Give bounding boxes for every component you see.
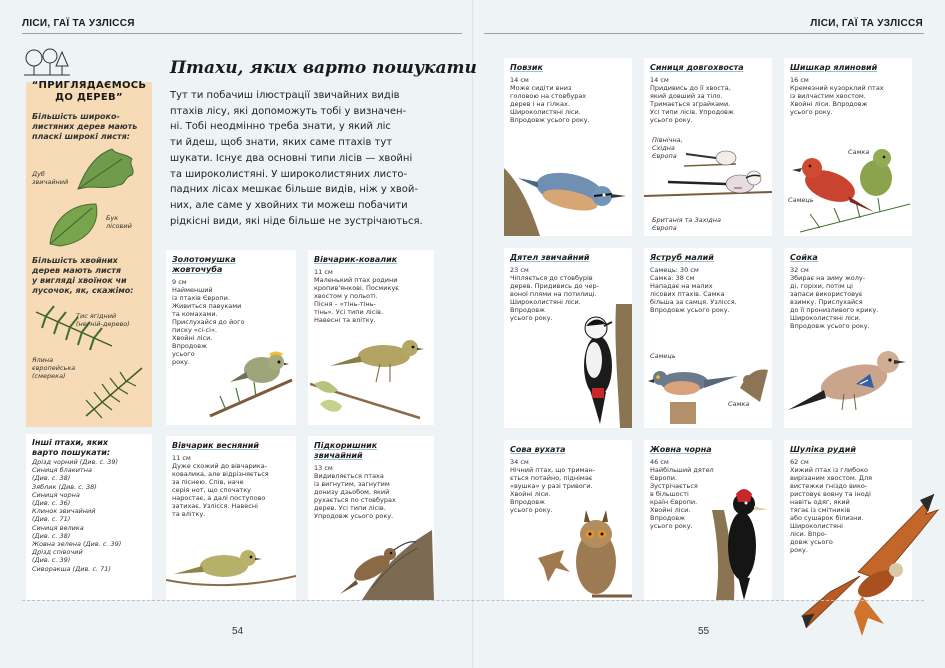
female-tag: Самка: [728, 400, 750, 408]
card-nuthatch: [504, 58, 632, 236]
page-number-right: 55: [698, 626, 710, 637]
goldcrest-illustration: [206, 340, 296, 422]
conifer-line: дерев мають листя: [32, 266, 122, 275]
card-name: [650, 63, 768, 73]
card-jay: [784, 248, 912, 428]
card-desc-line: Впродовж усього року.: [510, 116, 590, 124]
card-size: 14 см: [510, 76, 529, 84]
card-name: [650, 253, 768, 263]
card-desc-line: хвостом у польоті.: [314, 292, 378, 300]
card-desc-line: «вушка» у разі тривоги.: [510, 482, 593, 490]
intro-line: ти йдеш, щоб знати, яких саме птахів тут: [170, 137, 393, 149]
broadleaf-line: Більшість широко-: [32, 112, 120, 121]
card-size: 46 см: [650, 458, 669, 466]
list-item: Синиця блакитна: [32, 466, 92, 475]
chiffchaff-illustration: [166, 540, 296, 600]
intro-line: птахів лісу, які допоможуть тобі у визначен-: [170, 105, 407, 117]
card-desc-line: Впродовж: [650, 514, 685, 522]
card-desc-line: взимку. Прислухайся: [790, 298, 863, 306]
card-desc-line: Маленький птах родини: [314, 276, 398, 284]
card-name-line: Вівчарик весняний: [172, 441, 259, 450]
card-desc-line: за піснею. Спів, наче: [172, 478, 244, 486]
card-name-line: Повзик: [510, 63, 543, 72]
card-desc-line: із вигнутим, загнутим: [314, 480, 390, 488]
intro-line: та широколистяні. У широколистяних листо-: [170, 168, 408, 180]
page-number-left: 54: [232, 626, 244, 637]
spruce-label: [32, 356, 75, 380]
card-desc-line: дерев. Придивись до чер-: [510, 282, 599, 290]
card-desc-line: вирізаним хвостом. Для: [790, 474, 873, 482]
card-desc-line: тягає із смітників: [790, 506, 851, 514]
card-desc-line: вистежки гніздо вико-: [790, 482, 868, 490]
card-desc-line: країн Європи.: [650, 498, 698, 506]
beech-label: [106, 214, 132, 230]
intro-line: падних лісах мешкає більше видів, ніж у хвой-: [170, 184, 418, 196]
trees-icon: [22, 48, 72, 76]
card-wood-warbler: [308, 250, 434, 425]
card-desc-line: Найбільший дятел: [650, 466, 714, 474]
yew-label: [76, 312, 130, 328]
other-birds-list: [26, 434, 152, 600]
card-owl: [504, 440, 632, 600]
region-tag-britain: [652, 216, 721, 232]
list-item: Дрізд співочий: [32, 548, 83, 557]
yew-label-line: (негній-дерево): [76, 320, 130, 328]
card-size: 11 см: [172, 454, 191, 462]
card-desc-line: Нічний птах, що триман-: [510, 466, 596, 474]
card-desc-line: Тримається зграйками.: [650, 100, 731, 108]
card-name-line: звичайний: [314, 451, 363, 460]
card-size: Самець: 30 см: [650, 266, 699, 274]
card-desc-line: Хижий птах із глибоко: [790, 466, 868, 474]
card-desc-line: усього року.: [650, 116, 693, 124]
card-desc-line: Живиться павуками: [172, 302, 242, 310]
card-desc-line: воної плями на потилиці.: [510, 290, 597, 298]
card-text: [650, 266, 768, 314]
oak-leaf-icon: [72, 143, 142, 195]
card-size: 14 см: [650, 76, 669, 84]
owl-illustration: [534, 506, 632, 600]
card-crossbill: [784, 58, 912, 236]
wood-warbler-illustration: [310, 334, 432, 424]
conifer-line: Більшість хвойних: [32, 256, 118, 265]
list-item: Жовна зелена (Див. с. 39): [32, 540, 122, 549]
card-desc-line: ліси. Впро-: [790, 530, 828, 538]
woodpecker-illustration: [560, 304, 632, 428]
card-sparrowhawk: [644, 248, 772, 428]
card-desc-line: року.: [790, 546, 808, 554]
card-desc-line: тінь». Усі типи лісів.: [314, 308, 383, 316]
list-item: Синиця чорна: [32, 490, 80, 499]
card-desc-line: із птахів Європи.: [172, 294, 230, 302]
card-size: 11 см: [314, 268, 333, 276]
card-name-line: Дятел звичайний: [510, 253, 590, 262]
card-name: [790, 445, 908, 455]
card-name: [790, 253, 908, 263]
list-item: (Див. с. 36): [32, 499, 71, 508]
card-text: [314, 268, 430, 324]
card-name-line: Шуліка рудий: [790, 445, 856, 454]
tag-line: Британія та Західна: [652, 216, 721, 224]
spruce-label-line: Ялина: [32, 356, 54, 364]
card-desc-line: Видивляється птаха: [314, 472, 384, 480]
card-name: [510, 445, 628, 455]
yew-label-line: Тис ягідний: [76, 312, 117, 320]
card-desc-line: Кремезний кузорклий птах: [790, 84, 884, 92]
tag-line: Північна,: [652, 136, 683, 144]
red-kite-illustration: [800, 488, 940, 640]
intro-paragraph: [170, 88, 460, 229]
card-size: 62 см: [790, 458, 809, 466]
card-desc-line: ристовує вовну та іноді: [790, 490, 871, 498]
intro-line: них, але саме у хвойних ти можеш побачити: [170, 199, 408, 211]
nuthatch-illustration: [504, 148, 632, 236]
card-desc-line: до її пронизливого крику.: [790, 306, 879, 314]
black-woodpecker-illustration: [710, 480, 772, 600]
card-desc-line: Хвойні ліси. Впродовж: [790, 100, 868, 108]
card-name: [314, 255, 430, 265]
card-long-tailed-tit: [644, 58, 772, 236]
card-desc-line: Хвойні ліси.: [510, 490, 551, 498]
card-goldcrest: [166, 250, 296, 425]
spruce-branch-icon: [82, 364, 146, 420]
card-desc-line: Може сидіти вниз: [510, 84, 572, 92]
card-desc-line: Пісня – «тінь-тінь-: [314, 300, 376, 308]
beech-leaf-icon: [46, 200, 104, 250]
female-tag: Самка: [848, 148, 870, 156]
card-desc-line: більша за самця. Узлісся.: [650, 298, 737, 306]
card-desc-line: дерев і на гілках.: [510, 100, 570, 108]
list-item: (Див. с. 71): [32, 515, 71, 524]
card-desc-line: Хвойні ліси.: [172, 334, 213, 342]
card-desc-line: усього: [172, 350, 195, 358]
card-desc-line: запаси використовує: [790, 290, 863, 298]
card-text: [314, 464, 430, 520]
card-desc-line: Найменший: [172, 286, 213, 294]
jay-illustration: [784, 344, 912, 424]
card-desc-line: Впродовж: [510, 306, 545, 314]
tag-line: Європа: [652, 224, 677, 232]
card-name-line: Жовна чорна: [650, 445, 712, 454]
card-desc-line: навіть одяг, який: [790, 498, 850, 506]
list-item: Клинок звичайний: [32, 507, 96, 516]
male-tag: Самець: [788, 196, 814, 204]
card-text: [790, 76, 908, 116]
card-desc-line: усього року.: [790, 108, 833, 116]
card-desc-line: Чіпляється до стовбурів: [510, 274, 593, 282]
card-text: [650, 76, 768, 124]
card-desc-line: Зустрічається: [650, 482, 698, 490]
card-name-line: жовточуба: [172, 265, 223, 274]
card-desc-line: рухається по стовбурах: [314, 496, 396, 504]
card-size: 13 см: [314, 464, 333, 472]
list-item: (Див. с. 38): [32, 474, 71, 483]
conifer-text: [32, 256, 150, 296]
card-desc-line: Усі типи лісів. Упродовж: [650, 108, 734, 116]
baseline-rule: [22, 600, 924, 601]
sidebar-title: [30, 80, 148, 104]
card-size: 16 см: [790, 76, 809, 84]
card-name: [510, 253, 628, 263]
intro-line: шукати. Існує два основні типи лісів — хвойні: [170, 152, 413, 164]
card-desc-line: наростає, а далі поступово: [172, 494, 266, 502]
card-desc-line: Широколистяні ліси.: [790, 314, 861, 322]
card-desc-line: ється потайно, піднімає: [510, 474, 593, 482]
card-desc-line: ді, горіхи, потім ці: [790, 282, 853, 290]
card-desc-line: усього року.: [650, 522, 693, 530]
list-item: Зяблик (Див. с. 38): [32, 482, 97, 491]
list-item: (Див. с. 38): [32, 531, 71, 540]
card-name: [172, 255, 292, 275]
card-name-line: Яструб малий: [650, 253, 714, 262]
spruce-label-line: європейська: [32, 364, 76, 372]
card-desc-line: із вилчастим хвостом.: [790, 92, 866, 100]
card-desc-line: дерев. Усі типи лісів.: [314, 504, 386, 512]
tag-line: Східна: [652, 144, 675, 152]
other-title-line: варто пошукати:: [32, 448, 111, 457]
card-desc-line: Придивись до її хвоста,: [650, 84, 731, 92]
header-rule-right: [484, 33, 924, 34]
tag-line: Європа: [652, 152, 677, 160]
broadleaf-text: [32, 112, 150, 142]
card-desc-line: Впродовж усього року.: [790, 322, 870, 330]
beech-label-line: лісовий: [106, 222, 132, 230]
card-desc-line: Широколистяні ліси.: [510, 108, 581, 116]
card-desc-line: року.: [172, 358, 190, 366]
card-size: 23 см: [510, 266, 529, 274]
card-name: [172, 441, 292, 451]
card-desc-line: усього року.: [510, 506, 553, 514]
card-size: 34 см: [510, 458, 529, 466]
card-desc-line: усього року.: [510, 314, 553, 322]
intro-line: Тут ти побачиш ілюстрації звичайних видів: [170, 90, 400, 101]
card-desc-line: затихає. Узлісся. Навесні: [172, 502, 258, 510]
broadleaf-line: пласкі широкі листя:: [32, 132, 130, 141]
card-woodpecker: [504, 248, 632, 428]
sparrowhawk-illustration: [644, 358, 772, 424]
card-desc-line: або сушарок білизни.: [790, 514, 864, 522]
card-desc-line: який довший за тіло.: [650, 92, 723, 100]
card-desc-line: ковалика, але відрізняється: [172, 470, 269, 478]
treecreeper-illustration: [332, 528, 434, 600]
card-text: [790, 266, 908, 330]
card-text: [172, 454, 292, 518]
card-desc-line: серія нот, що спочатку: [172, 486, 251, 494]
card-size: Самка: 38 см: [650, 274, 695, 282]
running-header-right: ЛІСИ, ГАЇ ТА УЗЛІССЯ: [810, 18, 923, 29]
card-desc-line: кропив'янкові. Посмикує: [314, 284, 399, 292]
broadleaf-line: листяних дерев мають: [32, 122, 138, 131]
card-desc-line: Широколистяні: [790, 522, 843, 530]
conifer-line: у вигляді хвоїнок чи: [32, 276, 127, 285]
sidebar-title-line-1: “ПРИГЛЯДАЄМОСЬ: [31, 80, 147, 91]
other-birds-title: [32, 438, 146, 458]
card-text: [510, 76, 628, 124]
list-item: Синиця велика: [32, 523, 84, 532]
conifer-line: лусочок, як, скажімо:: [32, 286, 134, 295]
card-desc-line: Упродовж усього року.: [314, 512, 394, 520]
card-desc-line: Впродовж: [510, 498, 545, 506]
card-desc-line: довж усього: [790, 538, 833, 546]
card-desc-line: Впродовж усього року.: [650, 306, 730, 314]
card-size: 9 см: [172, 278, 187, 286]
card-desc-line: та комахами.: [172, 310, 218, 318]
card-name: [790, 63, 908, 73]
card-desc-line: в більшості: [650, 490, 689, 498]
card-desc-line: Збирає на зиму жолу-: [790, 274, 866, 282]
male-tag: Самець: [650, 352, 676, 360]
card-desc-line: головою на стовбурах: [510, 92, 587, 100]
long-tailed-tit-illustration: [644, 148, 772, 218]
card-desc-line: Широколистяні ліси.: [510, 298, 581, 306]
card-name-line: Золотомушка: [172, 255, 236, 264]
card-desc-line: донизу дзьобом, який: [314, 488, 390, 496]
card-name: [510, 63, 628, 73]
card-name-line: Підкоришник: [314, 441, 378, 450]
running-header-left: ЛІСИ, ГАЇ ТА УЗЛІССЯ: [22, 18, 135, 29]
spruce-label-line: (смерека): [32, 372, 66, 380]
card-size: 32 см: [790, 266, 809, 274]
card-desc-line: Нападає на малих: [650, 282, 713, 290]
card-black-woodpecker: [644, 440, 772, 600]
other-title-line: Інші птахи, яких: [32, 438, 109, 447]
card-desc-line: Навесні та влітку.: [314, 316, 376, 324]
card-name-line: Вівчарик-ковалик: [314, 255, 398, 264]
card-name: [314, 441, 430, 461]
card-name-line: Сойка: [790, 253, 818, 262]
list-item: Сиворакша (Див. с. 71): [32, 564, 111, 573]
sidebar-title-line-2: ДО ДЕРЕВ”: [55, 92, 123, 103]
book-gutter: [472, 0, 474, 668]
intro-line: рідкісні види, які ніде більше не зустрічаються.: [170, 215, 423, 227]
card-desc-line: та влітку.: [172, 510, 206, 518]
card-desc-line: Прислухайся до його: [172, 318, 245, 326]
oak-label-line: Дуб: [32, 170, 45, 178]
card-chiffchaff: [166, 436, 296, 600]
list-item: Дрізд чорний (Див. с. 39): [32, 458, 119, 466]
card-name-line: Шишкар ялиновий: [790, 63, 878, 72]
card-name-line: Синиця довгохвоста: [650, 63, 744, 72]
card-desc-line: лісових птахів. Самка: [650, 290, 725, 298]
beech-label-line: Бук: [106, 214, 119, 222]
page-title: Птахи, яких варто пошукати: [170, 58, 477, 78]
oak-label: [32, 170, 68, 186]
card-name-line: Сова вухата: [510, 445, 566, 454]
card-desc-line: Дуже схожий до вівчарика-: [172, 462, 268, 470]
intro-line: ні. Тобі неодмінно треба знати, у який ліс: [170, 121, 391, 133]
card-desc-line: Впродовж: [172, 342, 207, 350]
card-desc-line: писку «сі-сі».: [172, 326, 218, 334]
oak-label-line: звичайний: [32, 178, 69, 186]
crossbill-illustration: [790, 144, 912, 236]
card-name: [650, 445, 768, 455]
header-rule-left: [22, 33, 462, 34]
card-desc-line: Європи.: [650, 474, 678, 482]
card-desc-line: Хвойні ліси.: [650, 506, 691, 514]
card-treecreeper: [308, 436, 434, 600]
list-item: (Див. с. 39): [32, 556, 71, 565]
